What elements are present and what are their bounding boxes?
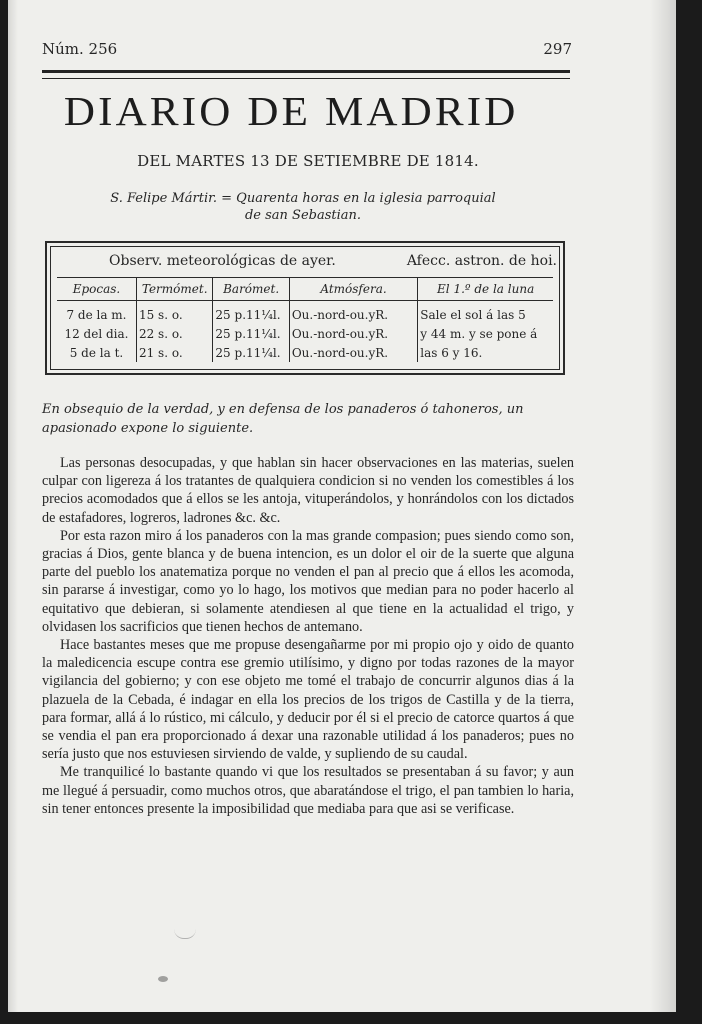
- saint-line-2: de san Sebastian.: [244, 208, 362, 223]
- cell-atmosfera: Ou.-nord-ou.yR.: [289, 343, 417, 362]
- cell-epoca: 5 de la t.: [57, 343, 136, 362]
- cell-termometro: 22 s. o.: [136, 324, 212, 343]
- article-paragraph: Hace bastantes meses que me propuse desengañarme por mi propio ojo y oido de quanto la maledicencia escupe contra ese gremio utilísimo, y digno por todas razones de la mayor vigilancia del gobierno; y con ese objeto me tomé el trabajo de concurrir algunos dias á la plazuela de la Cebada, é indagar en ella los precios de los trigos de Castilla y de la tierra, para formar, allá á lo rústico, mi cálculo, y deducir por él si el precio de catorce quartos á que se vendia el pan era proporcionado á dexar una razonable utilidad á los panaderos; pues no sería justo que nos estuviesen sirviendo de valde, y supliendo de su caudal.: [42, 637, 574, 763]
- cell-epoca: 7 de la m.: [57, 301, 136, 325]
- saint-of-day: [48, 190, 558, 224]
- cell-barometro: 25 p.11¼l.: [213, 343, 289, 362]
- page-number: 297: [543, 40, 572, 58]
- astronomy-heading: Afecc. astron. de hoi.: [406, 253, 557, 269]
- article-body: [42, 454, 574, 818]
- ink-scratch: [174, 928, 196, 939]
- table-row: [57, 301, 553, 325]
- cell-astro: y 44 m. y se pone á: [420, 326, 538, 341]
- cell-barometro: 25 p.11¼l.: [213, 324, 289, 343]
- article-paragraph: Por esta razon miro á los panaderos con la mas grande compasion; pues siendo como son, gracias á Dios, gente blanca y de buena intencion, es un dolor el oir de la suerte que alguna parte del pueblo los anatematiza porque no venden el pan al precio que á ellos les acomoda, sin pararse á investigar, como yo lo hago, los motivos que median para no poder hacerlo al equitativo que debieran, si solamente atendiesen al que tiene en la actualidad el trigo, y olvidasen los sacrificios que tienen hechos de antemano.: [42, 527, 574, 635]
- table-header-row: [57, 278, 553, 301]
- col-barometro: Barómet.: [213, 278, 289, 301]
- table-row: [57, 324, 553, 343]
- col-epocas: Epocas.: [57, 278, 136, 301]
- meteorological-table: [57, 277, 553, 362]
- issue-number: Núm. 256: [42, 40, 118, 58]
- cell-termometro: 15 s. o.: [136, 301, 212, 325]
- observations-heading: Observ. meteorológicas de ayer.: [109, 253, 336, 269]
- cell-barometro: 25 p.11¼l.: [213, 301, 289, 325]
- table-row: [57, 343, 553, 362]
- cell-atmosfera: Ou.-nord-ou.yR.: [289, 301, 417, 325]
- masthead-rule: [42, 70, 570, 79]
- saint-line-1: S. Felipe Mártir. = Quarenta horas en la iglesia parroquial: [110, 191, 496, 206]
- meteorological-box: [45, 241, 565, 375]
- cell-astro: las 6 y 16.: [420, 345, 483, 360]
- masthead-title: DIARIO DE MADRID: [63, 88, 519, 134]
- article-paragraph: Las personas desocupadas, y que hablan sin hacer observaciones en las materias, suelen culpar con ligereza á los tratantes de qualquiera condicion si no venden los comestibles á los precios acomodados que á ellos se les antoja, vituperándolos, y honrándolos con los dictados de estafadores, logreros, ladrones &c. &c.: [42, 455, 574, 526]
- meteorological-heading: [57, 253, 557, 275]
- col-termometro: Termómet.: [136, 278, 212, 301]
- ink-spot: [158, 976, 168, 982]
- issue-date: DEL MARTES 13 DE SETIEMBRE DE 1814.: [137, 152, 479, 170]
- col-atmosfera: Atmósfera.: [289, 278, 417, 301]
- cell-epoca: 12 del dia.: [57, 324, 136, 343]
- article-paragraph: Me tranquilicé lo bastante quando vi que los resultados se presentaban á su favor; y aun me llegué á persuadir, como muchos otros, que abaratándose el trigo, el pan tambien lo haria, sin tener entonces presente la imposibilidad que mediaba para que asi se verificase.: [42, 764, 574, 817]
- article-intro: En obsequio de la verdad, y en defensa de los panaderos ó tahoneros, un apasionado expone lo siguiente.: [42, 402, 524, 436]
- col-luna: El 1.º de la luna: [418, 278, 553, 301]
- newspaper-page: [8, 0, 676, 1012]
- cell-termometro: 21 s. o.: [136, 343, 212, 362]
- cell-atmosfera: Ou.-nord-ou.yR.: [289, 324, 417, 343]
- page-edge-shadow: [650, 0, 676, 1012]
- cell-astro: Sale el sol á las 5: [420, 307, 526, 322]
